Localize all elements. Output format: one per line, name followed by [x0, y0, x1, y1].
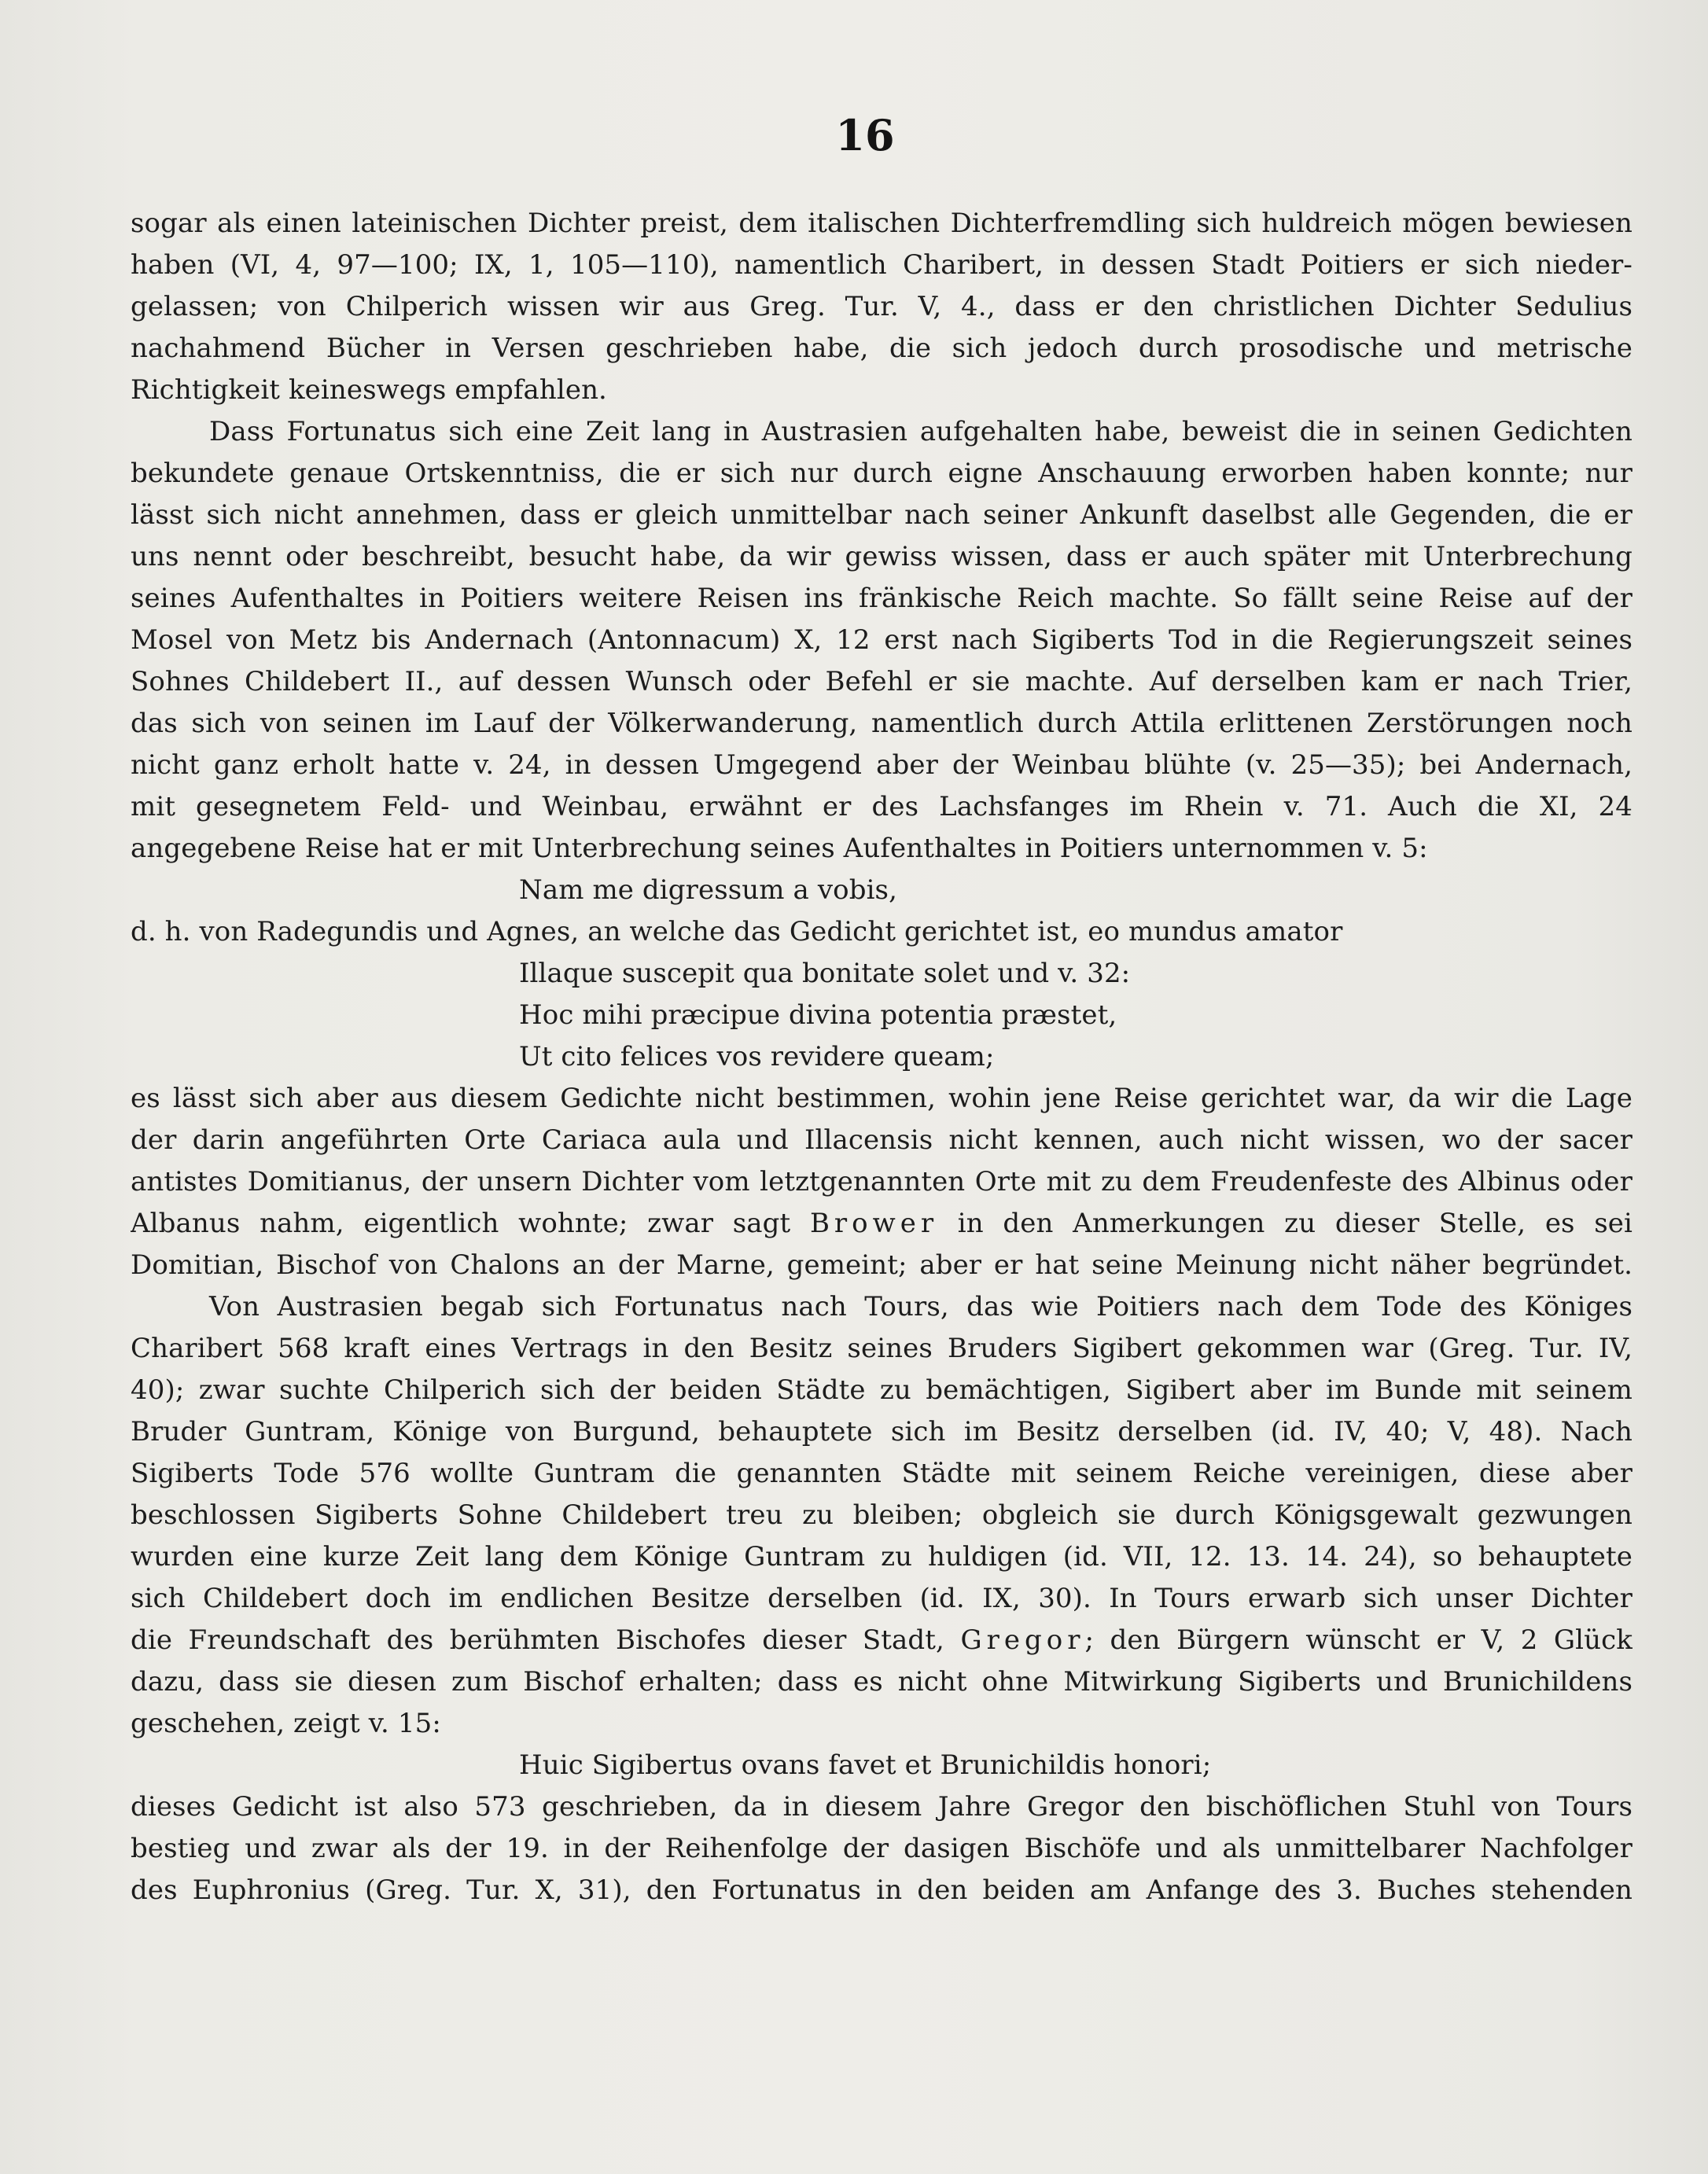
text-line: seines Aufenthaltes in Poitiers weitere Reisen ins fränkische Reich machte. So fällt seine Reise auf der [131, 583, 1633, 614]
verse-quote-line: Huic Sigibertus ovans favet et Brunichildis honori; [519, 1749, 1212, 1781]
paragraph-start-line: Von Austrasien begab sich Fortunatus nach Tours, das wie Poitiers nach dem Tode des Königes [209, 1291, 1633, 1322]
text-line: angegebene Reise hat er mit Unterbrechung seines Aufenthaltes in Poitiers unternommen v. 5: [131, 833, 1428, 864]
text-line: der darin angeführten Orte Cariaca aula und Illacensis nicht kennen, auch nicht wissen, wo der sacer [131, 1124, 1633, 1156]
text-line: antistes Domitianus, der unsern Dichter vom letztgenannten Orte mit zu dem Freudenfeste des Albinus oder [131, 1166, 1633, 1197]
text-line: gelassen; von Chilperich wissen wir aus Greg. Tur. V, 4., dass er den christlichen Dichter Sedulius [131, 291, 1633, 322]
text-line: geschehen, zeigt v. 15: [131, 1708, 441, 1739]
text-line: beschlossen Sigiberts Sohne Childebert treu zu bleiben; obgleich sie durch Königsgewalt gezwungen [131, 1499, 1633, 1531]
text-line: sich Childebert doch im endlichen Besitze derselben (id. IX, 30). In Tours erwarb sich unser Dichter [131, 1583, 1633, 1614]
text-segment: ; den Bürgern wünscht er V, 2 Glück [1084, 1624, 1633, 1656]
text-line: Mosel von Metz bis Andernach (Antonnacum) X, 12 erst nach Sigiberts Tod in die Regierungszeit seines [131, 624, 1633, 656]
text-line [131, 1203, 1633, 1245]
text-line: des Euphronius (Greg. Tur. X, 31), den Fortunatus in den beiden am Anfange des 3. Buches stehenden [131, 1874, 1633, 1906]
text-line: 40); zwar suchte Chilperich sich der beiden Städte zu bemächtigen, Sigibert aber im Bunde mit seinem [131, 1374, 1633, 1406]
text-line: dieses Gedicht ist also 573 geschrieben, da in diesem Jahre Gregor den bischöflichen Stuhl von Tours [131, 1791, 1633, 1823]
text-line: Richtigkeit keineswegs empfahlen. [131, 374, 607, 406]
verse-quote-line: Illaque suscepit qua bonitate solet und v. 32: [519, 958, 1131, 989]
author-name-spaced: Gregor [960, 1624, 1085, 1656]
text-line: haben (VI, 4, 97—100; IX, 1, 105—110), namentlich Charibert, in dessen Stadt Poitiers er sich nieder- [131, 249, 1633, 281]
text-segment: in den Anmerkungen zu dieser Stelle, es sei [957, 1208, 1633, 1239]
verse-quote-line: Ut cito felices vos revidere queam; [519, 1041, 995, 1072]
text-line: Bruder Guntram, Könige von Burgund, behauptete sich im Besitz derselben (id. IV, 40; V, 48). Nach [131, 1416, 1633, 1447]
body-text [131, 203, 1633, 1911]
text-line: Domitian, Bischof von Chalons an der Marne, gemeint; aber er hat seine Meinung nicht näher begründet. [131, 1249, 1633, 1281]
verse-quote-line: Nam me digressum a vobis, [519, 874, 898, 906]
text-line: uns nennt oder beschreibt, besucht habe, da wir gewiss wissen, dass er auch später mit Unterbrechung [131, 541, 1633, 572]
text-segment: Albanus nahm, eigentlich wohnte; zwar sagt [131, 1208, 791, 1239]
verse-quote-line: Hoc mihi præcipue divina potentia præstet, [519, 999, 1117, 1031]
text-line: das sich von seinen im Lauf der Völkerwanderung, namentlich durch Attila erlittenen Zerstörungen noch [131, 708, 1633, 739]
text-line: sogar als einen lateinischen Dichter preist, dem italischen Dichterfremdling sich huldreich mögen bewiesen [131, 208, 1633, 239]
paragraph-start-line: Dass Fortunatus sich eine Zeit lang in Austrasien aufgehalten habe, beweist die in seinen Gedichten [209, 416, 1633, 447]
text-line: nachahmend Bücher in Versen geschrieben habe, die sich jedoch durch prosodische und metrische [131, 333, 1633, 364]
text-line: lässt sich nicht annehmen, dass er gleich unmittelbar nach seiner Ankunft daselbst alle Gegenden, die er [131, 499, 1633, 531]
page-number: 16 [835, 110, 895, 160]
text-line: bekundete genaue Ortskenntniss, die er sich nur durch eigne Anschauung erworben haben konnte; nur [131, 458, 1633, 489]
text-line: wurden eine kurze Zeit lang dem Könige Guntram zu huldigen (id. VII, 12. 13. 14. 24), so behauptete [131, 1541, 1633, 1573]
text-line: dazu, dass sie diesen zum Bischof erhalten; dass es nicht ohne Mitwirkung Sigiberts und Brunichildens [131, 1666, 1633, 1698]
text-line: Sohnes Childebert II., auf dessen Wunsch oder Befehl er sie machte. Auf derselben kam er nach Trier, [131, 666, 1633, 697]
text-line [131, 1620, 1633, 1661]
text-segment: die Freundschaft des berühmten Bischofes dieser Stadt, [131, 1624, 944, 1656]
text-line: d. h. von Radegundis und Agnes, an welche das Gedicht gerichtet ist, eo mundus amator [131, 916, 1343, 947]
text-line: nicht ganz erholt hatte v. 24, in dessen Umgegend aber der Weinbau blühte (v. 25—35); bei Andernach, [131, 749, 1633, 781]
text-line: bestieg und zwar als der 19. in der Reihenfolge der dasigen Bischöfe und als unmittelbarer Nachfolger [131, 1833, 1633, 1864]
author-name-spaced: Brower [809, 1208, 939, 1239]
text-line: Sigiberts Tode 576 wollte Guntram die genannten Städte mit seinem Reiche vereinigen, diese aber [131, 1458, 1633, 1489]
text-line: Charibert 568 kraft eines Vertrags in den Besitz seines Bruders Sigibert gekommen war (Greg. Tur. IV, [131, 1333, 1633, 1364]
text-line: es lässt sich aber aus diesem Gedichte nicht bestimmen, wohin jene Reise gerichtet war, da wir die Lage [131, 1083, 1633, 1114]
text-line: mit gesegnetem Feld- und Weinbau, erwähnt er des Lachsfanges im Rhein v. 71. Auch die XI, 24 [131, 791, 1633, 822]
